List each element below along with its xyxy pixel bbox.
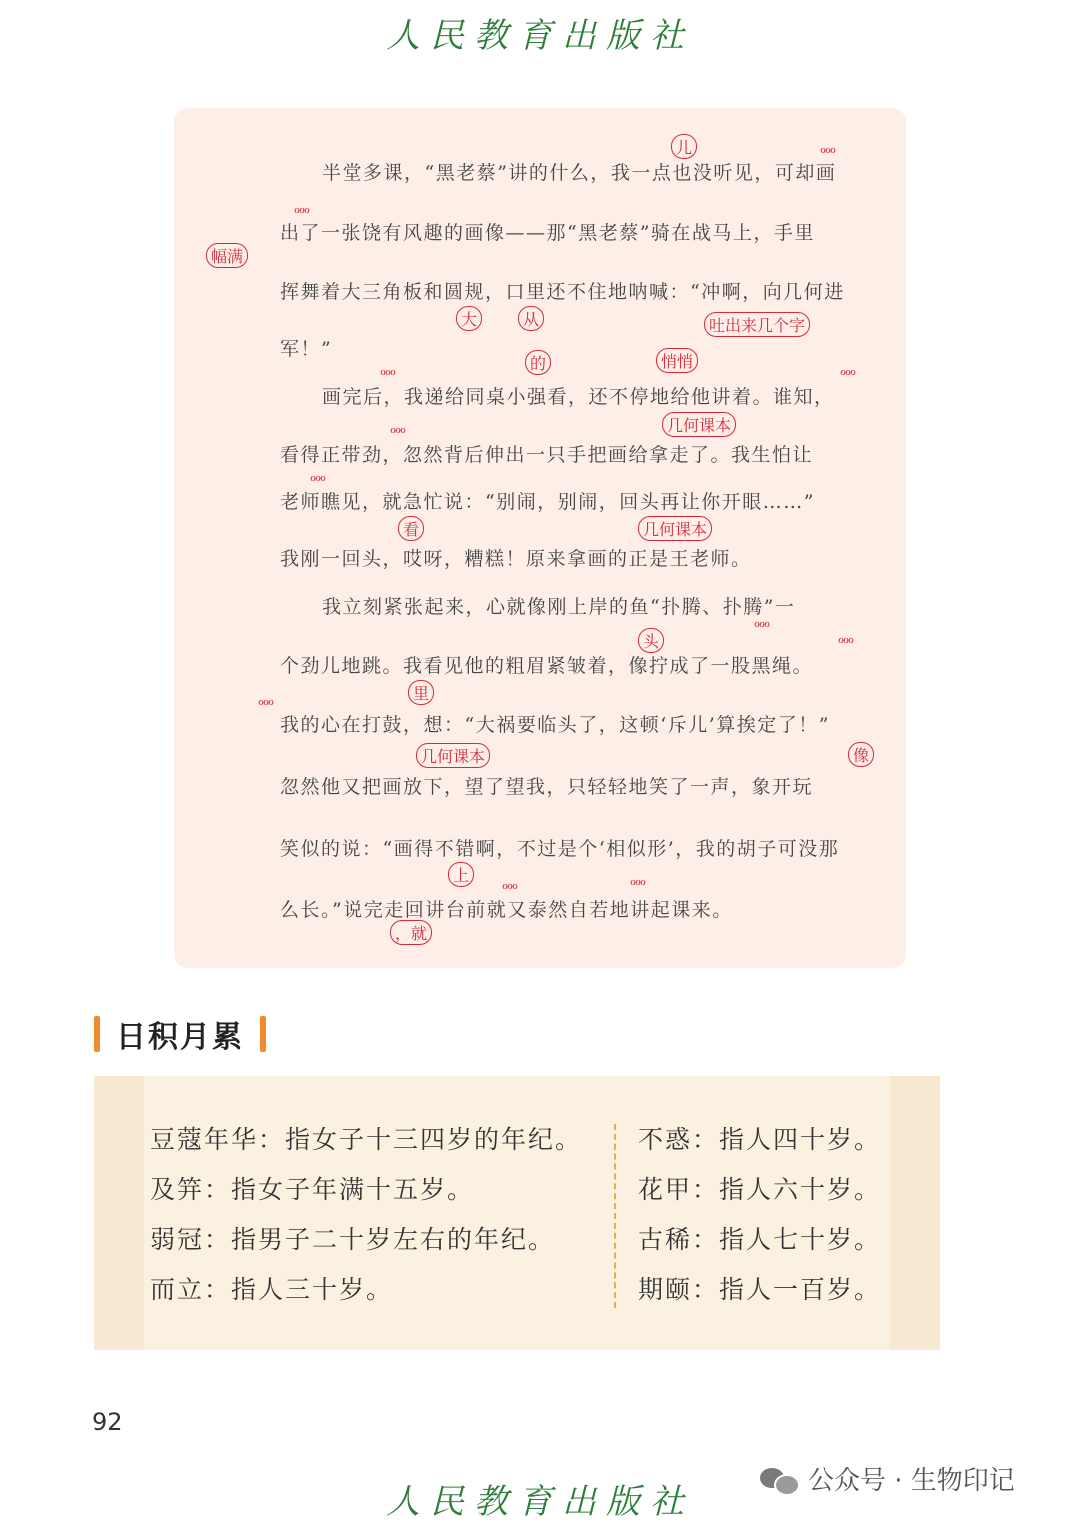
page-number: 92 <box>92 1408 123 1436</box>
section-heading <box>94 1012 266 1056</box>
correction-mark: 里 <box>408 680 434 705</box>
correction-mark: 看 <box>398 516 424 541</box>
correction-mark: 幅满 <box>206 243 248 268</box>
correction-mark: 大 <box>456 306 482 331</box>
vocab-item: 豆蔻年华：指女子十三四岁的年纪。 <box>150 1125 583 1154</box>
correction-mark: 上 <box>448 862 474 887</box>
vocab-item: 弱冠：指男子二十岁左右的年纪。 <box>150 1225 556 1254</box>
vocab-item: 及笄：指女子年满十五岁。 <box>150 1175 475 1204</box>
passage-line: 我刚一回头，哎呀，糟糕！原来拿画的正是王老师。 <box>280 548 752 570</box>
deletion-loop-icon: ℴℴℴ <box>838 632 854 647</box>
decorative-edge <box>890 1076 940 1350</box>
correction-mark: 儿 <box>671 134 697 159</box>
watermark <box>760 1460 1015 1497</box>
vocab-item: 期颐：指人一百岁。 <box>638 1275 882 1304</box>
correction-mark: 几何课本 <box>638 516 712 541</box>
correction-mark: 几何课本 <box>416 743 490 768</box>
section-title: 日积月累 <box>116 1020 244 1055</box>
passage-line: 个劲儿地跳。我看见他的粗眉紧皱着，像拧成了一股黑绳。 <box>280 655 814 677</box>
passage-line: 挥舞着大三角板和圆规，口里还不住地呐喊：“冲啊，向几何进 <box>280 281 845 303</box>
publisher-logo-bottom: 人民教育出版社 <box>386 1482 694 1522</box>
correction-mark: 像 <box>848 742 874 767</box>
deletion-loop-icon: ℴℴℴ <box>258 694 274 709</box>
vocab-item: 古稀：指人七十岁。 <box>638 1225 882 1254</box>
deletion-loop-icon: ℴℴℴ <box>840 364 856 379</box>
passage-line: 笑似的说：“画得不错啊，不过是个‘相似形’，我的胡子可没那 <box>280 838 840 860</box>
passage-line: 画完后，我递给同桌小强看，还不停地给他讲着。谁知， <box>322 386 835 408</box>
correction-mark: 悄悄 <box>656 348 698 373</box>
passage-line: 忽然他又把画放下，望了望我，只轻轻地笑了一声，象开玩 <box>280 776 814 798</box>
correction-mark: 吐出来几个字 <box>704 312 810 337</box>
wechat-icon <box>760 1464 800 1494</box>
passage-line: 么长。”说完走回讲台前就又泰然自若地讲起课来。 <box>280 899 733 921</box>
correction-mark: 从 <box>518 306 544 331</box>
correction-mark: 头 <box>638 628 664 653</box>
correction-mark: ，就 <box>390 920 432 945</box>
deletion-loop-icon: ℴℴℴ <box>390 422 406 437</box>
deletion-loop-icon: ℴℴℴ <box>502 878 518 893</box>
passage-line: 半堂多课，“黑老蔡”讲的什么，我一点也没听见，可却画 <box>322 162 837 184</box>
passage-line: 看得正带劲，忽然背后伸出一只手把画给拿走了。我生怕让 <box>280 444 814 466</box>
vocab-item: 花甲：指人六十岁。 <box>638 1175 882 1204</box>
passage-line: 我的心在打鼓，想：“大祸要临头了，这顿‘斥儿’算挨定了！” <box>280 714 831 736</box>
deletion-loop-icon: ℴℴℴ <box>310 470 326 485</box>
watermark-text: 公众号 · 生物印记 <box>808 1466 1015 1496</box>
vocab-box <box>94 1076 940 1350</box>
decorative-edge <box>94 1076 144 1350</box>
deletion-loop-icon: ℴℴℴ <box>820 142 836 157</box>
deletion-loop-icon: ℴℴℴ <box>754 616 770 631</box>
heading-bar-left <box>94 1016 100 1052</box>
passage-line: 我立刻紧张起来，心就像刚上岸的鱼“扑腾、扑腾”一 <box>322 596 796 618</box>
publisher-logo-top: 人民教育出版社 <box>386 16 694 56</box>
passage-line: 出了一张饶有风趣的画像——那“黑老蔡”骑在战马上，手里 <box>280 222 815 244</box>
passage-line: 老师瞧见，就急忙说：“别闹，别闹，回头再让你开眼……” <box>280 491 815 513</box>
vocab-item: 不惑：指人四十岁。 <box>638 1125 882 1154</box>
deletion-loop-icon: ℴℴℴ <box>294 202 310 217</box>
vocab-item: 而立：指人三十岁。 <box>150 1275 394 1304</box>
deletion-loop-icon: ℴℴℴ <box>630 874 646 889</box>
vocab-divider <box>614 1124 616 1308</box>
correction-mark: 的 <box>525 350 551 375</box>
passage-line: 军！” <box>280 338 333 360</box>
correction-mark: 几何课本 <box>662 412 736 437</box>
heading-bar-right <box>260 1016 266 1052</box>
deletion-loop-icon: ℴℴℴ <box>380 364 396 379</box>
